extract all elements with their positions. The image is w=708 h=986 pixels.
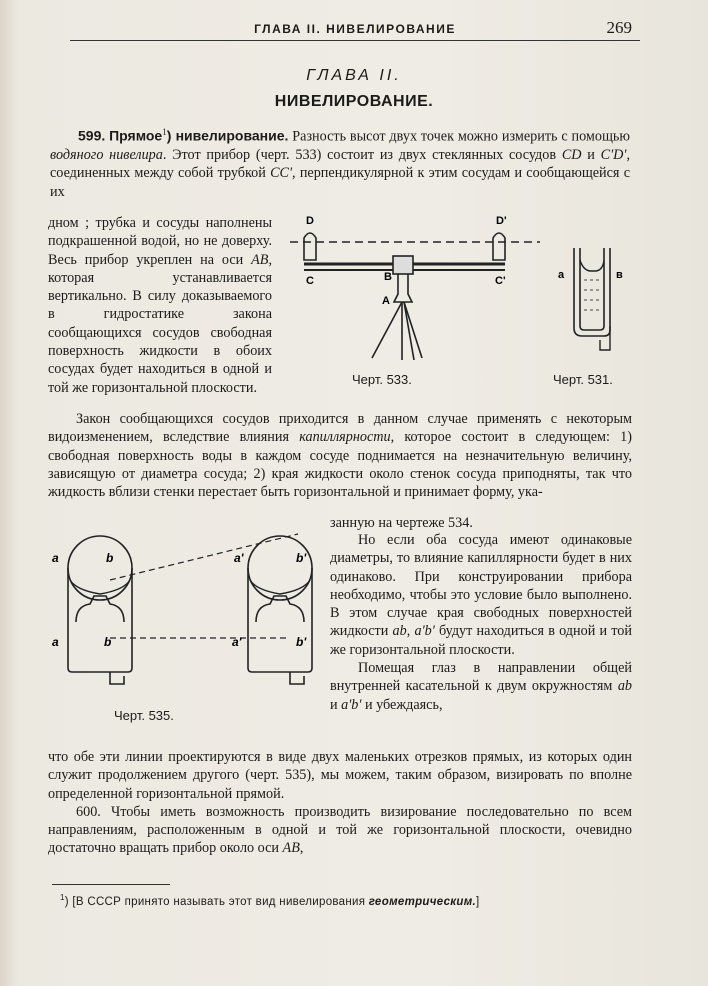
label-b2-bottom: b'	[296, 635, 307, 649]
symbol: C'D'	[600, 147, 627, 164]
section-600	[48, 803, 632, 858]
running-header	[70, 18, 640, 41]
label-b: в	[616, 269, 623, 281]
section-heading: Прямое	[109, 127, 163, 144]
text-run: Разность высот двух точек можно измерить с помощью	[288, 128, 630, 145]
text-run: , которое состоит в следующем: 1) свободная поверхность воды в каждом сосуде поднимается на незначительную величину, зависящую от диаметра сосуда; 2) края жидкости около стенок сосуда приподняты, так что жидкость вблизи стенки перестает быть горизонтальной и принимает форму, ука-	[48, 429, 632, 501]
text-run: Закон сообщающихся сосудов приходится в данном случае применять с некоторым видоизменением, вследствие влияния	[48, 411, 632, 446]
symbol: ab	[392, 623, 407, 640]
text-run: что обе эти линии проектируются в виде двух маленьких отрезков прямых, из которых один служит продолжением другого (черт. 535), мы можем, таким образом, визировать по вполне определенной горизонтальной прямой.	[48, 749, 632, 802]
label-b-bottom: b	[104, 635, 112, 649]
text-run: Чтобы иметь возможность производить визирование последовательно по всем направлениям, расположенным в одной и той же горизонтальной плоскости, очевидно достаточно вращать прибор около оси	[48, 803, 632, 857]
symbol: a'b'	[341, 696, 362, 713]
italic-term: водяного нивелира	[50, 147, 163, 164]
figure-535	[40, 528, 320, 703]
symbol: CC'	[270, 165, 293, 182]
section-number: 599.	[78, 127, 106, 144]
text-run: Помещая глаз в направлении общей внутренней касательной к двум окружностям	[330, 660, 632, 695]
text-run: Но если оба сосуда имеют одинаковые диаметры, то влияние капиллярности будет в них одинаково. При конструировании прибора необходимо, чтобы это условие было выполнено. В этом случае края свободных поверхностей жидкости	[330, 532, 632, 640]
paragraph	[48, 748, 632, 803]
section-heading-tail: ) нивелирование.	[166, 127, 289, 144]
chapter-title: НИВЕЛИРОВАНИЕ.	[274, 93, 434, 110]
symbol: CD	[561, 147, 582, 164]
footnote-mark: 1	[60, 893, 65, 902]
text-run: дном ; трубка и сосуды наполнены подкрашенной водой, но не доверху. Весь прибор укреплен на оси	[48, 215, 272, 268]
figure-534	[552, 246, 632, 356]
label-a-bottom: a	[52, 635, 59, 649]
section-599-column	[48, 214, 272, 397]
caption-535: Черт. 535.	[114, 708, 174, 723]
paragraph	[330, 531, 632, 659]
italic-term: капиллярности	[299, 429, 391, 446]
label-B: B	[384, 271, 392, 283]
text-run: и убеждаясь,	[361, 696, 443, 713]
label-a-top: a	[52, 551, 59, 565]
text-run: будут находиться в одной и той же горизонтальной плоскости.	[330, 623, 632, 658]
running-title: ГЛАВА II. НИВЕЛИРОВАНИЕ	[254, 22, 456, 36]
symbol: AB	[251, 251, 269, 268]
caption-534: Черт. 531.	[553, 372, 613, 387]
label-a2-bottom: a'	[232, 635, 242, 649]
vessel-left	[304, 233, 316, 260]
paragraph-capillarity	[48, 410, 632, 501]
symbol: a'b'	[414, 623, 435, 640]
label-b-top: b	[106, 551, 114, 565]
text-run: , которая устанавливается вертикально. В силу доказываемого в гидростатике закона сообщающихся сосудов свободная поверхность жидкости в обоих сосудах будет находиться в одной и той же горизонтальной плоскости.	[48, 251, 272, 396]
label-C: C	[306, 275, 314, 287]
caption-533: Черт. 533.	[352, 372, 412, 387]
chapter-label: ГЛАВА II.	[306, 67, 402, 84]
figure-533	[290, 212, 550, 372]
paragraph-sighting	[48, 748, 632, 858]
symbol: AB	[282, 840, 300, 857]
page-number: 269	[606, 18, 632, 37]
text-run: ]	[476, 895, 480, 908]
paragraph-equal-diameters	[330, 531, 632, 714]
section-599-intro	[50, 123, 630, 201]
label-C-prime: C'	[495, 275, 506, 287]
capillary-surface	[580, 260, 604, 271]
label-D: D	[306, 215, 314, 227]
footnote-rule	[52, 884, 170, 885]
label-D-prime: D'	[496, 215, 507, 227]
label-b2-top: b'	[296, 551, 307, 565]
symbol: ab	[617, 678, 632, 695]
text-run: ,	[299, 840, 304, 857]
section-number: 600.	[76, 803, 101, 820]
text-run: ) [В СССР принято называть этот вид нивелирования	[64, 895, 369, 908]
italic-term: геометрическим.	[368, 895, 477, 908]
tangent-line	[110, 534, 298, 580]
label-a2-top: a'	[234, 551, 244, 565]
text-run: . Этот прибор (черт. 533) состоит из двух стеклянных сосудов	[162, 147, 562, 164]
text-run: ,	[406, 623, 415, 640]
text-run: и	[330, 696, 342, 713]
text-run: занную на чертеже 534.	[330, 515, 473, 531]
text-run: и	[581, 147, 601, 164]
label-a: a	[558, 269, 565, 281]
footnote	[60, 893, 630, 908]
paragraph	[330, 659, 632, 714]
paragraph-capillarity-end	[330, 514, 630, 532]
label-A: A	[382, 295, 390, 307]
text-run: , перпендикулярной к этим сосудам и сообщающейся с их	[50, 165, 630, 200]
vessel-right	[493, 233, 505, 260]
footnote-ref: 1	[162, 127, 167, 137]
text-run: , соединенных между собой трубкой	[50, 147, 630, 182]
